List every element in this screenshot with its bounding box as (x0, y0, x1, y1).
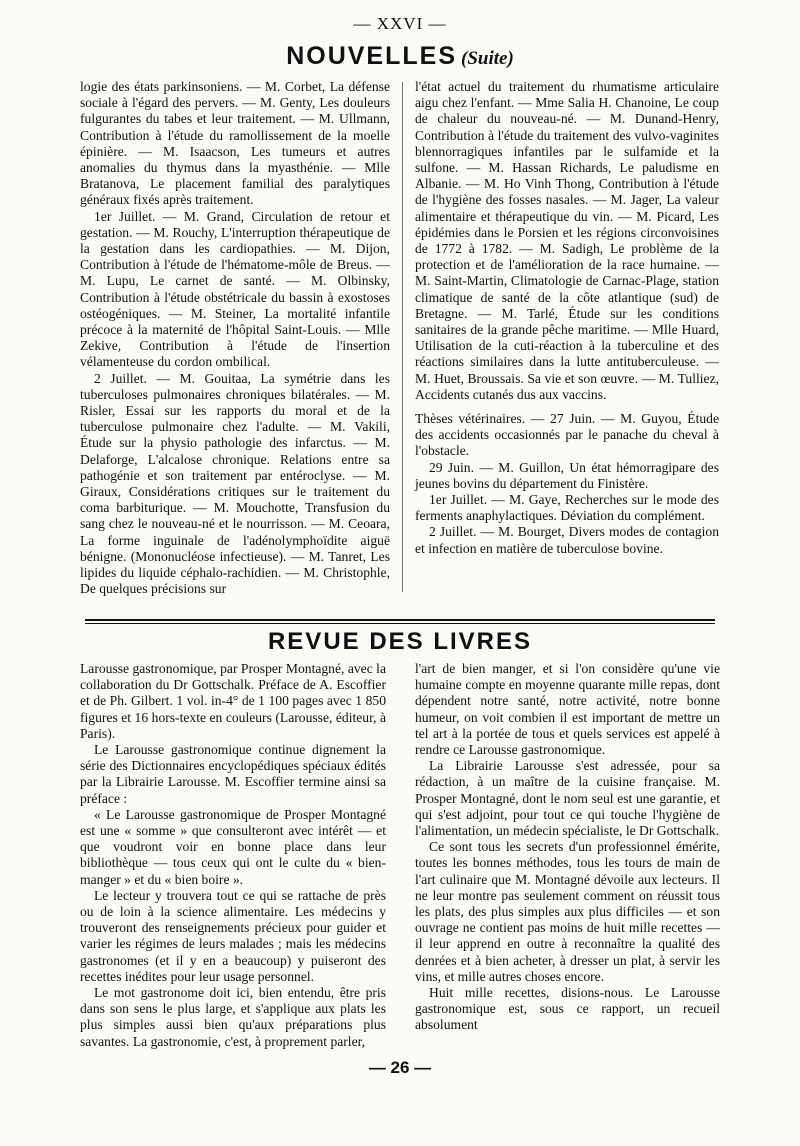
section-separator (85, 619, 715, 621)
review-paragraph: La Librairie Larousse s'est adressée, pour sa rédaction, à un maître de la cuisine française. M. Prosper Montagné, dont le nom seul est une garantie, et qui s'est adjoint, pour tout ce qui touche l'hygiène de l'alimentation, un médecin spécialiste, le Dr Gottschalk. (415, 758, 720, 839)
revue-right-column (415, 661, 720, 1034)
review-quote: « Le Larousse gastronomique de Prosper Montagné est une « somme » que consulteront avec intérêt — et que voudront voir en bonne place dans leur bibliothèque — tous ceux qui ont le culte du « bien-manger » et du « bien boire ». (80, 806, 386, 887)
review-paragraph: Le Larousse gastronomique continue dignement la série des Dictionnaires encyclopédiques spéciaux édités par la Librairie Larousse. M. Escoffier termine ainsi sa préface : (80, 742, 386, 806)
section-title-suffix: (Suite) (461, 48, 514, 69)
nouvelles-paragraph: 29 Juin. — M. Guillon, Un état hémorragipare des jeunes bovins du département du Finistère. (415, 459, 719, 491)
revue-des-livres-title: REVUE DES LIVRES (267, 628, 533, 655)
section-separator-thin (85, 623, 715, 624)
nouvelles-right-column (415, 79, 719, 557)
review-paragraph: Le lecteur y trouvera tout ce qui se rattache de près ou de loin à la science alimentaire. Les médecins y trouveront des renseignements précieux pour guider et varier les régimes de leurs malades ; mais les médecins gastronomes (et il y en a beaucoup) y puiseront des recettes inédites pour leur usage personnel. (80, 887, 386, 984)
nouvelles-left-column (80, 79, 390, 598)
nouvelles-paragraph: l'état actuel du traitement du rhumatisme articulaire aigu chez l'enfant. — Mme Salia H. Chanoine, Le coup de chaleur du nouveau-né. — M. Dunand-Henry, Contribution à l'étude du traitement des vulvo-vaginites blennorragiques infantiles par le sulfamide et la sulfone. — M. Hassan Richards, Le paludisme en Albanie. — M. Ho Vinh Thong, Contribution à l'étude de l'hygiène des fosses nasales. — M. Jager, La valeur alimentaire et thérapeutique du vin. — M. Picard, Les épidémies dans le Porsien et les régions circonvoisines de 1772 à 1782. — M. Sadigh, Le problème de la protection et de l'amélioration de la race humaine. — M. Saint-Martin, Climatologie de Carnac-Plage, station climatique de santé de la côte atlantique (sud) de Bretagne. — M. Tarlé, Étude sur les conditions sanitaires de la grande pêche maritime. — Mlle Huard, Utilisation de la cuti-réaction à la tuberculine et des réactions similaires dans la lutte antituberculeuse. — M. Huet, Broussais. Sa vie et son œuvre. — M. Tulliez, Accidents cutanés dus aux vaccins. (415, 79, 719, 402)
nouvelles-paragraph: 2 Juillet. — M. Bourget, Divers modes de contagion et infection en matière de tuberculose bovine. (415, 524, 719, 556)
nouvelles-paragraph: 1er Juillet. — M. Gaye, Recherches sur le mode des ferments anaphylactiques. Déviation du complément. (415, 492, 719, 524)
section-title: NOUVELLES (286, 42, 457, 70)
review-paragraph: Huit mille recettes, disions-nous. Le Larousse gastronomique est, sous ce rapport, un recueil absolument (415, 985, 720, 1033)
column-divider (402, 82, 403, 592)
nouvelles-paragraph: logie des états parkinsoniens. — M. Corbet, La défense sociale à l'égard des pervers. — M. Genty, Les douleurs fulgurantes du tabes et leur traitement. — M. Ullmann, Contribution à l'étude du ramollissement de la moelle épinière. — M. Isaacson, Les tumeurs et autres anomalies du thymus dans la myasthénie. — Mlle Bratanova, Le placement familial des paralytiques généraux fixés après traitement. (80, 79, 390, 208)
revue-left-column (80, 661, 386, 1050)
review-paragraph: l'art de bien manger, et si l'on considère qu'une vie humaine compte en moyenne quarante mille repas, dont dépendent notre santé, notre activité, notre bonne humeur, on voit combien il est important de mettre un tel art à la portée de tous et quels services est appelé à rendre ce Larousse gastronomique. (415, 661, 720, 758)
nouvelles-paragraph: 2 Juillet. — M. Gouitaa, La symétrie dans les tuberculoses pulmonaires chroniques bilatérales. — M. Risler, Essai sur les rapports du moral et de la tuberculose pulmonaire chez l'adulte. — M. Vakili, Étude sur la physio pathologie des infarctus. — M. Delaforge, L'alcalose chronique. Relations entre sa pathogénie et son traitement par entéroclyse. — M. Giraux, Considérations critiques sur le traitement du coma barbiturique. — M. Mouchotte, Transfusion du sang chez le nouveau-né et le nourrisson. — M. Ceoara, La forme inguinale de l'adénolymphoïdite aiguë bénigne. (Mononucléose infectieuse). — M. Tanret, Les lipides du liquide céphalo-rachidien. — M. Christophle, De quelques précisions sur (80, 370, 390, 597)
book-citation: Larousse gastronomique, par Prosper Montagné, avec la collaboration du Dr Gottschalk. Préface de A. Escoffier et de Ph. Gilbert. 1 vol. in-4° de 1 100 pages avec 1 850 figures et 16 hors-texte en couleurs (Larousse, éditeur, à Paris). (80, 661, 386, 741)
review-paragraph: Ce sont tous les secrets d'un professionnel émérite, toutes les bonnes méthodes, tous les tours de main de l'art culinaire que M. Montagné dévoile aux lecteurs. Il ne leur montre pas seulement comment on réussit tous les plats, des plus simples aux plus difficiles — et son ouvrage ne contient pas moins de huit mille recettes — il leur apprend en outre à reconnaître la qualité des denrées et à bien acheter, à dresser un plat, à servir les vins, et mille autres choses encore. (415, 839, 720, 984)
section-heading (0, 42, 800, 71)
roman-page-number: — XXVI — (353, 14, 447, 33)
review-paragraph: Le mot gastronome doit ici, bien entendu, être pris dans son sens le plus large, et s'applique aux plats les plus simples aussi bien qu'aux préparations plus savantes. La gastronomie, c'est, à proprement parler, (80, 985, 386, 1049)
page-number: — 26 — (368, 1058, 432, 1077)
veterinary-theses-paragraph: Thèses vétérinaires. — 27 Juin. — M. Guyou, Étude des accidents occasionnés par le panache du cheval à l'obstacle. (415, 411, 719, 459)
nouvelles-paragraph: 1er Juillet. — M. Grand, Circulation de retour et gestation. — M. Rouchy, L'interruption thérapeutique de la gestation dans les cardiopathies. — M. Dijon, Contribution à l'étude de l'hématome-môle de Breus. — M. Lupu, Le carnet de santé. — M. Olbinsky, Contribution à l'étude obstétricale du bassin à exostoses ostéogéniques. — M. Steiner, La mortalité infantile précoce à la maternité de l'hôpital Saint-Louis. — Mlle Zekive, Contribution à l'étude de l'insertion vélamenteuse du cordon ombilical. (80, 208, 390, 370)
